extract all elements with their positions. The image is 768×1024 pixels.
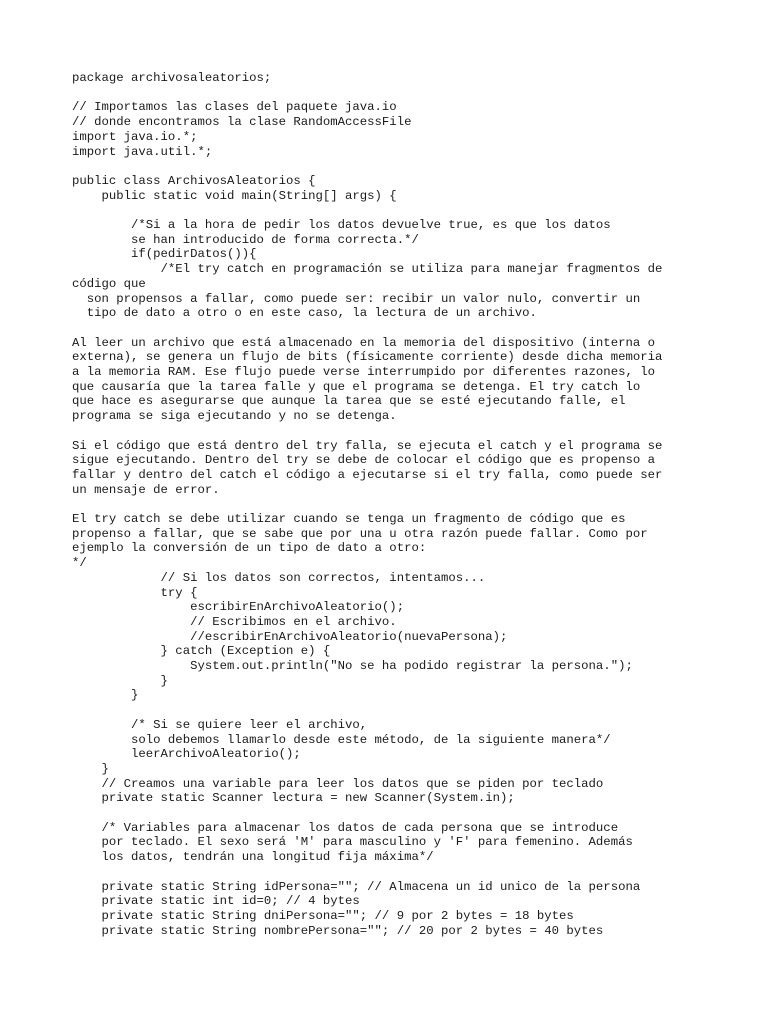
code-line: /* Si se quiere leer el archivo, [72, 717, 368, 732]
code-line: } [72, 673, 168, 688]
code-line: public class ArchivosAleatorios { [72, 173, 316, 188]
code-line: solo debemos llamarlo desde este método, de la siguiente manera*/ [72, 732, 611, 747]
code-line: } [72, 761, 109, 776]
code-line: a la memoria RAM. Ese flujo puede verse interrumpido por diferentes razones, lo [72, 365, 655, 379]
code-line: private static Scanner lectura = new Scanner(System.in); [72, 791, 515, 806]
code-line: private static String dniPersona=""; // 9 por 2 bytes = 18 bytes [72, 908, 574, 923]
code-line: que causaría que la tarea falle y que el programa se detenga. El try catch lo [72, 379, 641, 394]
code-line: private static String idPersona=""; // Almacena un id unico de la persona [72, 879, 641, 894]
code-line [72, 497, 692, 512]
code-line: fallar y dentro del catch el código a ejecutarse si el try falla, como puede ser [72, 467, 663, 482]
code-line [72, 86, 692, 101]
code-line: private static String nombrePersona=""; // 20 por 2 bytes = 40 bytes [72, 923, 604, 938]
code-line: leerArchivoAleatorio(); [72, 747, 301, 762]
code-line: por teclado. El sexo será 'M' para masculino y 'F' para femenino. Además [72, 835, 633, 850]
code-line: los datos, tendrán una longitud fija máxima*/ [72, 850, 434, 865]
code-line: código que [72, 276, 146, 291]
code-line: // Importamos las clases del paquete java.io [72, 100, 397, 115]
code-line: //escribirEnArchivoAleatorio(nuevaPersona); [72, 629, 508, 644]
code-line [72, 865, 692, 880]
code-line: Si el código que está dentro del try falla, se ejecuta el catch y el programa se [72, 438, 663, 453]
code-line: // Escribimos en el archivo. [72, 614, 397, 629]
code-line: */ [72, 556, 87, 571]
code-line: que hace es asegurarse que aunque la tarea que se esté ejecutando falle, el [72, 394, 626, 409]
code-line [72, 203, 692, 218]
code-line: } [72, 688, 139, 703]
code-line: son propensos a fallar, como puede ser: recibir un valor nulo, convertir un [72, 291, 641, 306]
code-line: private static int id=0; // 4 bytes [72, 894, 360, 909]
code-line: externa), se genera un flujo de bits (físicamente corriente) desde dicha memoria [72, 350, 663, 365]
code-line: import java.util.*; [72, 144, 213, 159]
code-line [72, 703, 692, 718]
code-line: // donde encontramos la clase RandomAccessFile [72, 115, 412, 130]
code-line: se han introducido de forma correcta.*/ [72, 232, 419, 247]
code-line [72, 424, 692, 439]
code-line: // Creamos una variable para leer los datos que se piden por teclado [72, 776, 604, 791]
code-line: package archivosaleatorios; [72, 71, 272, 85]
code-line: } catch (Exception e) { [72, 644, 331, 659]
code-line [72, 159, 692, 174]
code-line: /* Variables para almacenar los datos de cada persona que se introduce [72, 820, 619, 835]
code-line: programa se siga ejecutando y no se detenga. [72, 409, 397, 424]
code-line: if(pedirDatos()){ [72, 247, 257, 262]
code-line: un mensaje de error. [72, 482, 220, 497]
code-line: El try catch se debe utilizar cuando se tenga un fragmento de código que es [72, 512, 626, 526]
code-line: /*Si a la hora de pedir los datos devuelve true, es que los datos [72, 217, 611, 232]
code-line: Al leer un archivo que está almacenado en la memoria del dispositivo (interna o [72, 335, 655, 350]
code-line [72, 321, 692, 336]
code-listing [72, 71, 692, 938]
code-line: sigue ejecutando. Dentro del try se debe de colocar el código que es propenso a [72, 453, 655, 468]
code-line: System.out.println("No se ha podido registrar la persona."); [72, 659, 633, 674]
code-line: escribirEnArchivoAleatorio(); [72, 600, 405, 615]
code-line [72, 806, 692, 821]
code-line: import java.io.*; [72, 129, 198, 144]
code-line: ejemplo la conversión de un tipo de dato a otro: [72, 541, 427, 556]
code-line: tipo de dato a otro o en este caso, la lectura de un archivo. [72, 306, 537, 321]
code-line: propenso a fallar, que se sabe que por una u otra razón puede fallar. Como por [72, 526, 648, 541]
code-line: // Si los datos son correctos, intentamos... [72, 570, 486, 585]
code-line: public static void main(String[] args) { [72, 188, 397, 203]
code-line: try { [72, 585, 198, 600]
code-line: /*El try catch en programación se utiliza para manejar fragmentos de [72, 262, 663, 277]
